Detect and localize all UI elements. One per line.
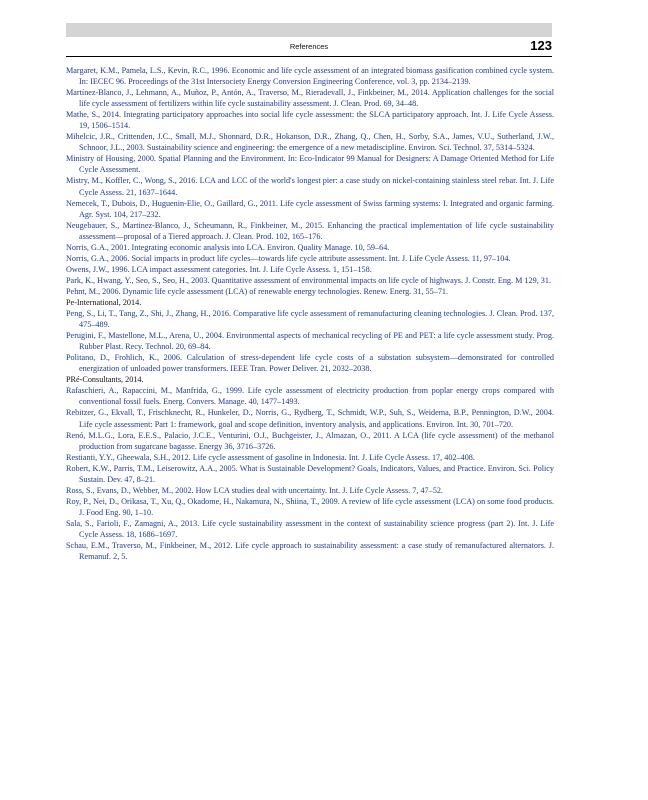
reference-entry[interactable]: Mathe, S., 2014. Integrating participatory approaches into social life cycle assessment: the SLCA participatory approach. Int. J. Life Cycle Assess. 19, 1506–1514. [66, 110, 554, 131]
reference-entry[interactable]: Norris, G.A., 2006. Social impacts in product life cycles—towards life cycle attribute assessment. Int. J. Life Cycle Assess. 11, 97–104. [66, 253, 511, 263]
reference-entry[interactable]: Margaret, K.M., Pamela, L.S., Kevin, R.C., 1996. Economic and life cycle assessment of an integrated biomass gasification combined cycle system. In: IECEC 96. Proceedings of the 31st Intersociety Energy Conversion Engineering Conference, vol. 3, pp. 2134–2139. [66, 66, 554, 87]
reference-entry: Pe-International, 2014. [66, 297, 142, 307]
running-head [66, 38, 552, 57]
reference-entry[interactable]: Neugebauer, S., Martinez-Blanco, J., Scheumann, R., Finkbeiner, M., 2015. Enhancing the practical implementation of life cycle sustainability assessment—proposal of a Tiered approach. J. Clean. Prod. 102, 165–176. [66, 220, 554, 241]
reference-entry[interactable]: Sala, S., Farioli, F., Zamagni, A., 2013. Life cycle sustainability assessment in the context of sustainability science progress (part 2). Int. J. Life Cycle Assess. 18, 1686–1697. [66, 518, 554, 539]
reference-entry[interactable]: Rebitzer, G., Ekvall, T., Frischknecht, R., Hunkeler, D., Norris, G., Rydberg, T., Schmidt, W.P., Suh, S., Weidema, B.P., Pennington, D.W., 2004. Life cycle assessment: Part 1: framework, goal and scope definition, inventory analysis, and applications. Environ. Int. 30, 701–720. [66, 408, 554, 429]
reference-entry[interactable]: Ross, S., Evans, D., Webber, M., 2002. How LCA studies deal with uncertainty. Int. J. Life Cycle Assess. 7, 47–52. [66, 485, 443, 495]
reference-entry[interactable]: Rafaschieri, A., Rapaccini, M., Manfrida, G., 1999. Life cycle assessment of electricity production from poplar energy crops compared with conventional fossil fuels. Energ. Convers. Manage. 40, 1477–1493. [66, 386, 554, 407]
reference-entry: PRé-Consultants, 2014. [66, 375, 144, 385]
reference-entry[interactable]: Martínez-Blanco, J., Lehmann, A., Muñoz, P., Antón, A., Traverso, M., Rieradevall, J., Finkbeiner, M., 2014. Application challenges for the social life cycle assessment of fertilizers within life cycle sustainability assessment. J. Clean. Prod. 69, 34–48. [66, 88, 554, 109]
reference-entry[interactable]: Park, K., Hwang, Y., Seo, S., Seo, H., 2003. Quantitative assessment of environmental impacts on life cycle of highways. J. Constr. Eng. M 129, 31. [66, 275, 552, 285]
reference-entry[interactable]: Renó, M.L.G., Lora, E.E.S., Palacio, J.C.E., Venturini, O.J., Buchgeister, J., Almazan, O., 2011. A LCA (life cycle assessment) of the methanol production from sugarcane bagasse. Energy 36, 3716–3726. [66, 430, 554, 451]
reference-entry[interactable]: Politano, D., Frohlich, K., 2006. Calculation of stress-dependent life cycle costs of a substation subsystem—demonstrated for controlled energization of unloaded power transformers. IEEE Tran. Power Deliver. 21, 2032–2038. [66, 353, 554, 374]
reference-entry[interactable]: Robert, K.W., Parris, T.M., Leiserowitz, A.A., 2005. What is Sustainable Development? Goals, Indicators, Values, and Practice. Environ. Sci. Policy Sustain. Dev. 47, 8–21. [66, 463, 554, 484]
reference-entry[interactable]: Mistry, M., Koffler, C., Wong, S., 2016. LCA and LCC of the world's longest pier: a case study on nickel-containing stainless steel rebar. Int. J. Life Cycle Assess. 21, 1637–1644. [66, 176, 554, 197]
top-band [66, 23, 552, 37]
running-title: References [289, 42, 329, 51]
reference-entry[interactable]: Pehnt, M., 2006. Dynamic life cycle assessment (LCA) of renewable energy technologies. Renew. Energ. 31, 55–71. [66, 286, 449, 296]
reference-entry[interactable]: Roy, P., Nei, D., Orikasa, T., Xu, Q., Okadome, H., Nakamura, N., Shiina, T., 2009. A review of life cycle assessment (LCA) on some food products. J. Food Eng. 90, 1–10. [66, 496, 554, 517]
reference-entry[interactable]: Owens, J.W., 1996. LCA impact assessment categories. Int. J. Life Cycle Assess. 1, 151–158. [66, 264, 372, 274]
reference-entry[interactable]: Restianti, Y.Y., Gheewala, S.H., 2012. Life cycle assessment of gasoline in Indonesia. Int. J. Life Cycle Assess. 17, 402–408. [66, 452, 475, 462]
reference-list [66, 65, 554, 562]
reference-entry[interactable]: Mihelcic, J.R., Crittenden, J.C., Small, M.J., Shonnard, D.R., Hokanson, D.R., Zhang, Q., Chen, H., Sorby, S.A., James, V.U., Sutherland, J.W., Schnoor, J.L., 2003. Sustainability science and engineering: the emergence of a new metadiscipline. Environ. Sci. Technol. 37, 5314–5324. [66, 132, 554, 153]
reference-entry[interactable]: Perugini, F., Mastellone, M.L., Arena, U., 2004. Environmental aspects of mechanical recycling of PE and PET: a life cycle assessment study. Prog. Rubber Plast. Recy. Technol. 20, 69–84. [66, 331, 554, 352]
reference-entry[interactable]: Norris, G.A., 2001. Integrating economic analysis into LCA. Environ. Quality Manage. 10, 59–64. [66, 242, 390, 252]
reference-entry[interactable]: Nemecek, T., Dubois, D., Huguenin-Elie, O., Gaillard, G., 2011. Life cycle assessment of Swiss farming systems: I. Integrated and organic farming. Agr. Syst. 104, 217–232. [66, 198, 554, 219]
reference-entry[interactable]: Peng, S., Li, T., Tang, Z., Shi, J., Zhang, H., 2016. Comparative life cycle assessment of remanufacturing cleaning technologies. J. Clean. Prod. 137, 475–489. [66, 309, 554, 330]
reference-entry[interactable]: Ministry of Housing, 2000. Spatial Planning and the Environment. In: Eco-Indicator 99 Manual for Designers: A Damage Oriented Method for Life Cycle Assessment. [66, 154, 554, 175]
reference-entry[interactable]: Schau, E.M., Traverso, M., Finkbeiner, M., 2012. Life cycle approach to sustainability assessment: a case study of remanufactured alternators. J. Remanuf. 2, 5. [66, 541, 554, 562]
page-number: 123 [530, 38, 552, 53]
